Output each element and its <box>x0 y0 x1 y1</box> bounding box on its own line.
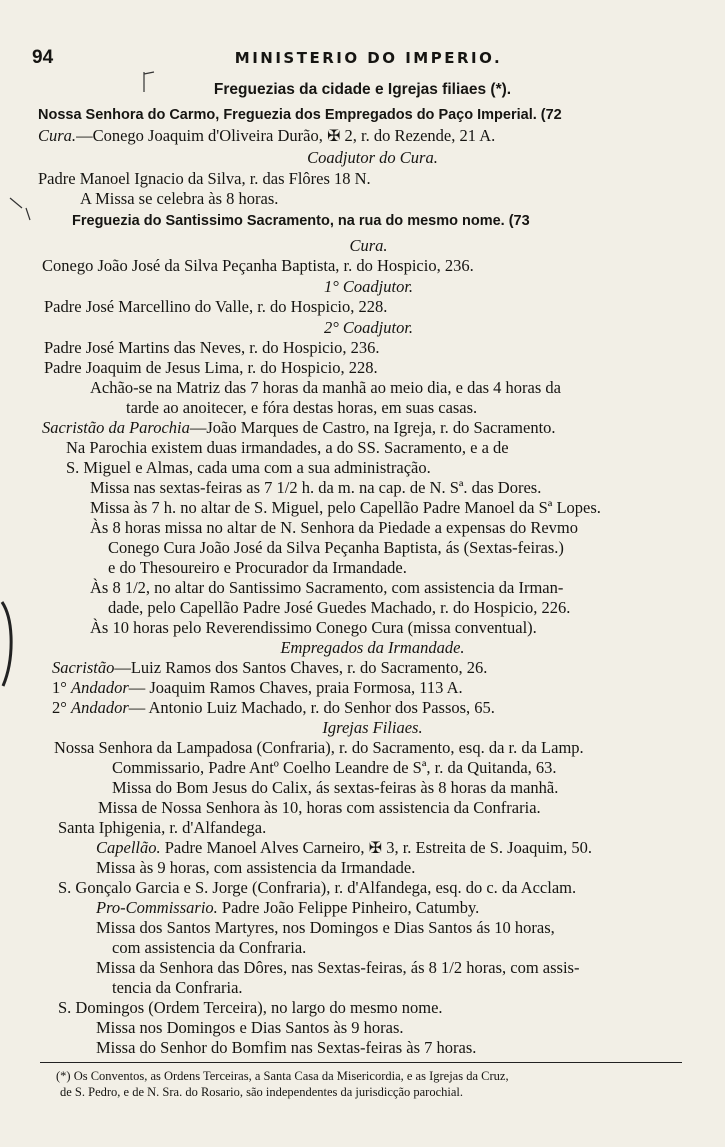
achao-line-1: Achão-se na Matriz das 7 horas da manhã ao meio dia, e das 4 horas da <box>90 378 561 397</box>
emp-text: — Joaquim Ramos Chaves, praia Formosa, 113 A. <box>128 678 463 697</box>
footnote-line-1: (*) Os Conventos, as Ordens Terceiras, a Santa Casa da Misericordia, e as Igrejas da Cruz, <box>56 1069 509 1083</box>
cross-icon: ✠ <box>326 126 341 145</box>
goncalo-line-1: S. Gonçalo Garcia e S. Jorge (Confraria), r. d'Alfandega, esq. do c. da Acclam. <box>58 878 577 897</box>
coadjutor-2-label: 2° Coadjutor. <box>323 318 414 337</box>
sacramento-cura-label: Cura. <box>349 236 388 255</box>
emp-text: — Antonio Luiz Machado, r. do Senhor dos Passos, 65. <box>128 698 495 717</box>
missa-line-3c: e do Thesoureiro e Procurador da Irmandade. <box>108 558 407 577</box>
lampadosa-line-1: Nossa Senhora da Lampadosa (Confraria), r. do Sacramento, esq. da r. da Lamp. <box>54 738 584 757</box>
header-pen-mark <box>140 70 160 98</box>
carmo-missa: A Missa se celebra às 8 horas. <box>80 189 279 208</box>
goncalo-line-4a: Missa da Senhora das Dôres, nas Sextas-feiras, ás 8 1/2 horas, com assis- <box>96 958 580 977</box>
iphigenia-line-2 <box>96 838 592 858</box>
page-header <box>32 44 705 72</box>
parochia-line-1: Na Parochia existem duas irmandades, a do SS. Sacramento, e a de <box>66 438 509 457</box>
missa-line-3a: Às 8 horas missa no altar de N. Senhora da Piedade a expensas do Revmo <box>90 518 579 537</box>
coadjutor-2b: Padre Joaquim de Jesus Lima, r. do Hospicio, 228. <box>44 358 378 377</box>
sacristao-parochia <box>42 418 556 438</box>
goncalo-line-2 <box>96 898 479 918</box>
domingos-line-1: S. Domingos (Ordem Terceira), no largo do mesmo nome. <box>58 998 443 1017</box>
missa-line-2: Missa às 7 h. no altar de S. Miguel, pelo Capellão Padre Manoel da Sª Lopes. <box>90 498 601 517</box>
achao-line-2: tarde ao anoitecer, e fóra destas horas, em suas casas. <box>126 398 478 417</box>
missa-line-3b: Conego Cura João José da Silva Peçanha Baptista, ás (Sextas-feiras.) <box>108 538 564 557</box>
empregado-sacristao <box>52 658 487 678</box>
iphigenia-line-1: Santa Iphigenia, r. d'Alfandega. <box>58 818 267 837</box>
emp-prefix: 1° <box>52 678 71 697</box>
goncalo-line-3a: Missa dos Santos Martyres, nos Domingos e Dias Santos ás 10 horas, <box>96 918 555 937</box>
lampadosa-line-2: Commissario, Padre Antº Coelho Leandre de Sª, r. da Quitanda, 63. <box>112 758 557 777</box>
sacristao-label: Sacristão da Parochia <box>42 418 190 437</box>
goncalo-line-4b: tencia da Confraria. <box>112 978 243 997</box>
domingos-line-3: Missa do Senhor do Bomfim nas Sextas-feiras às 7 horas. <box>96 1038 477 1057</box>
cross-icon: ✠ <box>368 838 383 857</box>
coadjutor-2a: Padre José Martins das Neves, r. do Hospicio, 236. <box>44 338 380 357</box>
lampadosa-line-3: Missa do Bom Jesus do Calix, ás sextas-feiras às 8 horas da manhã. <box>112 778 559 797</box>
filiaes-label: Igrejas Filiaes. <box>322 718 423 737</box>
empregado-andador-2 <box>52 698 495 718</box>
missa-line-5: Às 10 horas pelo Reverendissimo Conego Cura (missa conventual). <box>90 618 537 637</box>
margin-pen-mark <box>8 194 34 224</box>
sacristao-text: —João Marques de Castro, na Igreja, r. do Sacramento. <box>189 418 556 437</box>
pro-commissario-text: Padre João Felippe Pinheiro, Catumby. <box>217 898 480 917</box>
capellao-label: Capellão. <box>96 838 161 857</box>
carmo-coadjutor: Padre Manoel Ignacio da Silva, r. das Flôres 18 N. <box>38 169 371 188</box>
pro-commissario-label: Pro-Commissario. <box>96 898 218 917</box>
cura-label: Cura. <box>38 126 77 145</box>
cura-address: 2, r. do Rezende, 21 A. <box>340 126 496 145</box>
section-title: Freguezias da cidade e Igrejas filiaes (*). <box>213 81 512 98</box>
missa-line-1: Missa nas sextas-feiras as 7 1/2 h. da m. na cap. de N. Sª. das Dores. <box>90 478 542 497</box>
page-number: 94 <box>32 47 54 68</box>
margin-ink-mark <box>0 600 20 690</box>
missa-line-4b: dade, pelo Capellão Padre José Guedes Machado, r. do Hospicio, 226. <box>108 598 571 617</box>
emp-prefix: 2° <box>52 698 71 717</box>
parochia-line-2: S. Miguel e Almas, cada uma com a sua administração. <box>66 458 431 477</box>
coadjutor-1: Padre José Marcellino do Valle, r. do Hospicio, 228. <box>44 297 388 316</box>
running-head: MINISTERIO DO IMPERIO. <box>234 49 503 67</box>
carmo-coadjutor-label: Coadjutor do Cura. <box>307 148 438 167</box>
emp-label: Sacristão <box>52 658 115 677</box>
empregados-label: Empregados da Irmandade. <box>280 638 465 657</box>
lampadosa-line-4: Missa de Nossa Senhora às 10, horas com assistencia da Confraria. <box>98 798 541 817</box>
footnote-rule <box>40 1062 682 1063</box>
emp-label: Andador <box>70 698 129 717</box>
sacramento-cura: Conego João José da Silva Peçanha Baptista, r. do Hospicio, 236. <box>42 256 474 275</box>
capellao-address: 3, r. Estreita de S. Joaquim, 50. <box>382 838 592 857</box>
emp-label: Andador <box>70 678 129 697</box>
missa-line-4a: Às 8 1/2, no altar do Santissimo Sacramento, com assistencia da Irman- <box>90 578 564 597</box>
capellao-name: Padre Manoel Alves Carneiro, <box>160 838 365 857</box>
emp-text: —Luiz Ramos dos Santos Chaves, r. do Sacramento, 26. <box>114 658 488 677</box>
footnote-line-2: de S. Pedro, e de N. Sra. do Rosario, são independentes da jurisdicção parochial. <box>60 1085 464 1099</box>
domingos-line-2: Missa nos Domingos e Dias Santos às 9 horas. <box>96 1018 404 1037</box>
iphigenia-line-3: Missa às 9 horas, com assistencia da Irmandade. <box>96 858 416 877</box>
coadjutor-1-label: 1° Coadjutor. <box>323 277 414 296</box>
cura-text: —Conego Joaquim d'Oliveira Durão, <box>76 126 323 145</box>
sacramento-heading: Freguezia do Santissimo Sacramento, na rua do mesmo nome. (73 <box>72 213 530 229</box>
carmo-cura <box>38 126 495 146</box>
goncalo-line-3b: com assistencia da Confraria. <box>112 938 307 957</box>
carmo-heading: Nossa Senhora do Carmo, Freguezia dos Empregados do Paço Imperial. (72 <box>38 107 562 123</box>
empregado-andador-1 <box>52 678 463 698</box>
